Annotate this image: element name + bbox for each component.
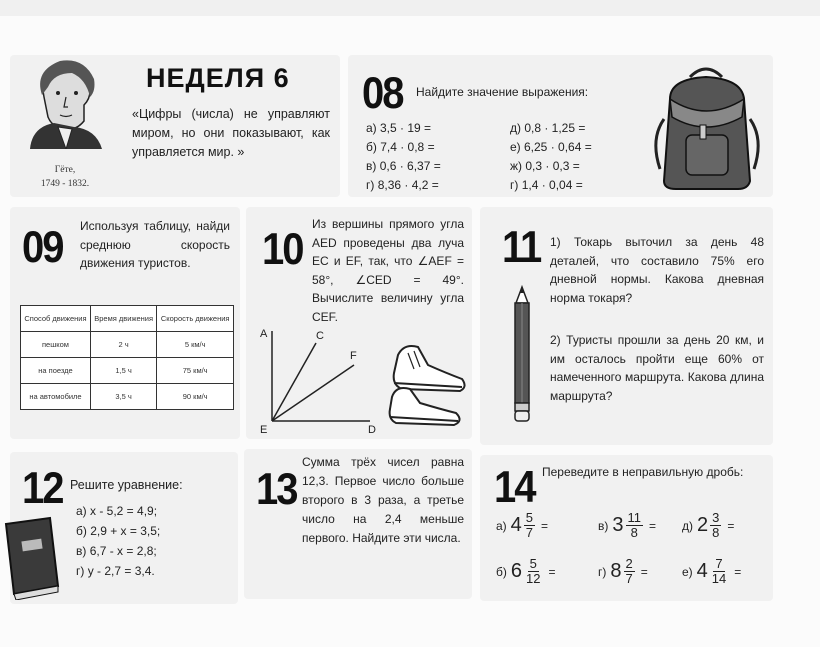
pencil-icon — [508, 285, 536, 423]
table-cell: 3,5 ч — [90, 384, 156, 410]
angle-diagram — [254, 325, 380, 437]
task-prompt: Найдите значение выражения: — [416, 85, 589, 99]
fraction-item: е) 4 $\frac{7}{14}$ = — [682, 556, 742, 586]
task-number: 11 — [502, 223, 541, 273]
table-cell: пешком — [21, 332, 91, 358]
fraction-item: б) 6 $\frac{5}{12}$ = — [496, 556, 556, 586]
task-text: Сумма трёх чисел равна 12,3. Первое число больше второго в 3 раза, а третье число на 2,4 меньше первого. Найдите эти числа. — [302, 455, 464, 545]
task-number: 12 — [22, 464, 63, 514]
equation-item: а) x - 5,2 = 4,9; — [76, 504, 158, 518]
expression-item: д) 0,8 · 1,25 = — [510, 121, 586, 135]
task-text: Из вершины прямого угла AED проведены два луча EC и EF, так, что ∠AEF = 58°, ∠CED = 49°. Вычислите величину угла CEF. — [312, 217, 464, 324]
page-title: НЕДЕЛЯ 6 — [146, 63, 290, 93]
table-header: Время движения — [90, 306, 156, 332]
task-number: 09 — [22, 223, 63, 273]
notebook-icon — [0, 514, 62, 600]
fraction-item: д) 2 $\frac{3}{8}$ = — [682, 510, 735, 540]
point-label-a: A — [260, 328, 268, 340]
expression-item: в) 0,6 · 6,37 = — [366, 159, 441, 173]
task-13-card — [244, 449, 472, 599]
task-12-card — [10, 452, 238, 604]
speed-table — [20, 305, 234, 410]
goethe-portrait-icon — [24, 57, 104, 149]
equation-item: б) 2,9 + x = 3,5; — [76, 524, 161, 538]
table-cell: 1,5 ч — [90, 358, 156, 384]
table-header: Способ движения — [21, 306, 91, 332]
expression-item: а) 3,5 · 19 = — [366, 121, 432, 135]
task-text-2: 2) Туристы прошли за день 20 км, и им осталось пройти еще 60% от намеченного маршрута. Какова длина маршрута? — [550, 333, 764, 403]
table-cell: 90 км/ч — [157, 384, 234, 410]
task-text-1: 1) Токарь выточил за день 48 деталей, что составило 75% его дневной нормы. Какова дневная норма токаря? — [550, 235, 764, 305]
top-bar — [0, 0, 820, 16]
sneakers-icon — [384, 339, 470, 429]
task-text: Используя таблицу, найди среднюю скорость движения туристов. — [80, 219, 230, 270]
equation-item: г) y - 2,7 = 3,4. — [76, 564, 155, 578]
task-09-card — [10, 207, 240, 439]
expression-item: г) 1,4 · 0,04 = — [510, 178, 583, 192]
table-cell: на поезде — [21, 358, 91, 384]
task-10-card — [246, 207, 472, 439]
task-11-card — [480, 207, 773, 445]
task-number: 08 — [362, 69, 403, 119]
task-number: 13 — [256, 465, 297, 515]
fraction-item: в) 3 $\frac{11}{8}$ = — [598, 510, 657, 540]
table-cell: 5 км/ч — [157, 332, 234, 358]
quote-card — [10, 55, 340, 197]
table-cell: 2 ч — [90, 332, 156, 358]
table-header: Скорость движения — [157, 306, 234, 332]
task-14-card — [480, 455, 773, 601]
quote-text: «Цифры (числа) не управляют миром, но они показывают, как управляется мир. » — [132, 107, 330, 159]
fraction-item: г) 8 $\frac{2}{7}$ = — [598, 556, 648, 586]
equation-item: в) 6,7 - x = 2,8; — [76, 544, 157, 558]
table-cell: на автомобиле — [21, 384, 91, 410]
task-number: 10 — [262, 225, 303, 275]
point-label-d: D — [368, 424, 376, 436]
point-label-f: F — [350, 350, 357, 362]
expression-item: б) 7,4 · 0,8 = — [366, 140, 435, 154]
expression-item: г) 8,36 · 4,2 = — [366, 178, 439, 192]
task-number: 14 — [494, 463, 535, 513]
task-08-card — [348, 55, 773, 197]
quote-author: Гёте, — [54, 165, 76, 175]
table-cell: 75 км/ч — [157, 358, 234, 384]
task-prompt: Переведите в неправильную дробь: — [542, 465, 744, 479]
expression-item: е) 6,25 · 0,64 = — [510, 140, 592, 154]
point-label-e: E — [260, 424, 268, 436]
point-label-c: C — [316, 330, 324, 342]
task-prompt: Решите уравнение: — [70, 478, 183, 492]
backpack-icon — [648, 59, 766, 193]
fraction-item: а) 4 $\frac{5}{7}$ = — [496, 510, 549, 540]
expression-item: ж) 0,3 · 0,3 = — [510, 159, 580, 173]
quote-years: 1749 - 1832. — [40, 179, 90, 189]
